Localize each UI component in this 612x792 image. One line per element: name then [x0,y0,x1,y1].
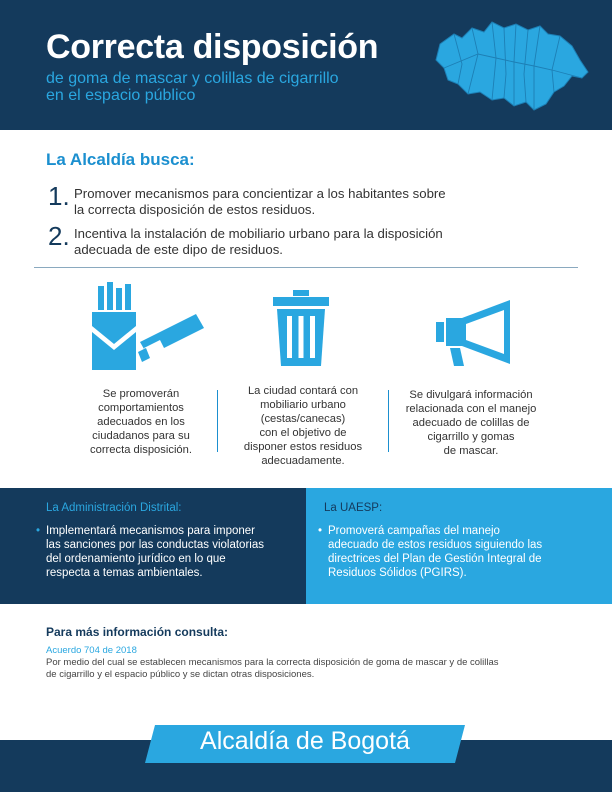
panel-line: del ordenamiento jurídico en lo que [46,553,226,565]
panel-line: Promoverá campañas del manejo [328,525,500,537]
aim-line: la correcta disposición de estos residuos. [74,202,316,217]
bogota-map-icon [432,14,592,118]
column-text [397,388,545,458]
column-line: mobiliario urbano [260,399,346,411]
column-line: La ciudad contará con [247,385,359,397]
page-title: Correcta disposición [46,28,379,66]
column-line: con el objetivo de [259,427,347,439]
uaesp-panel [306,488,612,604]
subtitle-line: en el espacio público [46,87,196,104]
column-line: adecuado de colillas de [412,417,530,429]
aim-number: 1. [48,181,70,211]
column-line: (cestas/canecas) [260,413,346,425]
panel-line: Residuos Sólidos (PGIRS). [328,567,467,579]
column-line: de mascar. [443,445,499,457]
column-line: correcta disposición. [90,444,192,456]
more-info-heading: Para más información consulta: [46,625,229,639]
aim-text [74,186,446,218]
page-subtitle [46,70,339,104]
panel-line: adecuado de estos residuos siguiendo las [328,539,543,551]
trash-can-icon [273,290,329,366]
bullet: • [36,525,41,537]
aim-line: Incentiva la instalación de mobiliario urbano para la disposición [74,226,443,241]
reference-line: Por medio del cual se establecen mecanismos para la correcta disposición de goma de mascar y de colillas [46,657,499,668]
panel-line: respecta a temas ambientales. [46,567,203,579]
section-divider [34,267,578,268]
footer-logo-text: Alcaldía de Bogotá [200,727,410,755]
cigarettes-gum-icon [88,282,208,372]
aim-text [74,226,443,258]
reference-title: Acuerdo 704 de 2018 [46,645,137,656]
column-line: Se promoverán [102,388,180,400]
aim-line: adecuada de este dipo de residuos. [74,242,283,257]
subtitle-line: de goma de mascar y colillas de cigarrillo [46,70,339,87]
panel-title: La UAESP: [324,502,383,514]
column-line: relacionada con el manejo [405,403,537,415]
panel-line: las sanciones por las conductas violatorias [46,539,264,551]
reference-line: de cigarrillo y el espacio público y se dictan otras disposiciones. [46,669,315,680]
column-text [70,387,212,457]
aim-number: 2. [48,221,70,251]
megaphone-icon [436,300,514,368]
column-line: ciudadanos para su [92,430,190,442]
column-line: adecuados en los [97,416,185,428]
column-line: Se divulgará información [409,389,533,401]
panel-title: La Administración Distrital: [46,502,182,514]
column-line: disponer estos residuos [243,441,363,453]
bullet: • [318,525,323,537]
reference-description [46,657,576,681]
panel-body [36,524,296,580]
administracion-panel [0,488,306,604]
column-line: cigarrillo y gomas [427,431,515,443]
panel-line: Implementará mecanismos para imponer [46,525,256,537]
column-divider [217,390,218,452]
column-text [231,384,375,468]
column-line: comportamientos [98,402,184,414]
column-line: adecuadamente. [261,455,345,467]
column-divider [388,390,389,452]
aims-heading: La Alcaldía busca: [46,150,195,169]
panel-line: directrices del Plan de Gestión Integral de [328,553,542,565]
panel-body [318,524,598,580]
aim-line: Promover mecanismos para concientizar a los habitantes sobre [74,186,446,201]
